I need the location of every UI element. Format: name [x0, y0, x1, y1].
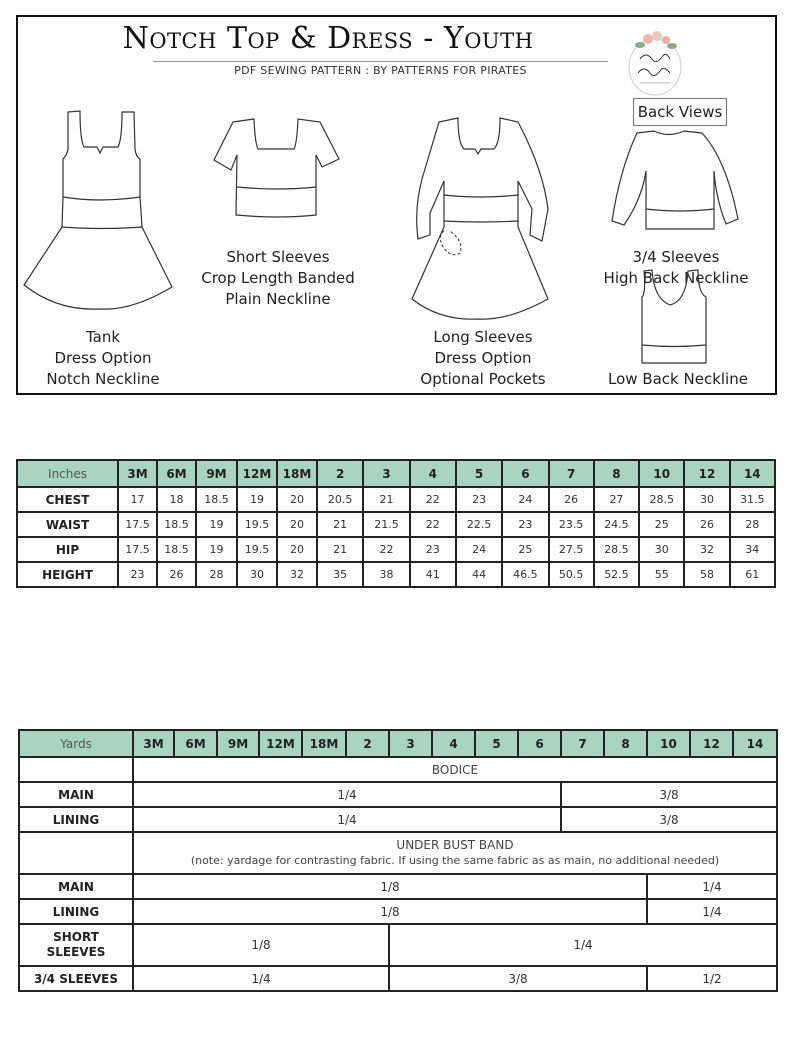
row-label: 3/4 SLEEVES: [19, 966, 133, 991]
unit-label: Inches: [17, 460, 118, 487]
size-header: 12: [684, 460, 729, 487]
size-header: 3M: [118, 460, 157, 487]
bodice-heading: BODICE: [133, 757, 777, 782]
yardage-value: 1/4: [389, 924, 777, 966]
row-label-line: SLEEVES: [46, 945, 106, 959]
measurement-row-hip: [17, 537, 775, 562]
measurement-value: 26: [549, 487, 594, 512]
under-bust-band-heading: UNDER BUST BAND: [396, 838, 514, 852]
measurement-value: 23: [502, 512, 548, 537]
short-sleeve-crop-top-icon: [204, 115, 342, 220]
back-views-label: Back Views: [633, 98, 727, 126]
measurement-value: 23: [456, 487, 502, 512]
garment-caption-long-sleeves: [403, 327, 563, 390]
measurement-value: 24: [502, 487, 548, 512]
empty-label-cell: [19, 832, 133, 874]
size-header: 18M: [277, 460, 317, 487]
yardage-value: 1/2: [647, 966, 777, 991]
measurement-value: 19: [237, 487, 277, 512]
patterns-for-pirates-logo: [626, 27, 684, 99]
under-bust-band-section-row: [19, 832, 777, 874]
caption-line: Long Sleeves: [433, 328, 533, 346]
size-header: 2: [346, 730, 389, 757]
size-header: 4: [432, 730, 475, 757]
measurement-value: 19.5: [237, 537, 277, 562]
size-header: 3: [389, 730, 432, 757]
short-sleeves-row: [19, 924, 777, 966]
measurement-value: 25: [639, 512, 684, 537]
size-measurements-table: [16, 459, 776, 588]
size-header: 10: [647, 730, 690, 757]
measurement-value: 52.5: [594, 562, 639, 587]
measurement-value: 30: [684, 487, 729, 512]
page-subtitle: PDF SEWING PATTERN : BY PATTERNS FOR PIRATES: [234, 64, 527, 77]
table-header-row: [17, 460, 775, 487]
size-header: 14: [733, 730, 777, 757]
measurement-value: 20: [277, 512, 317, 537]
yardage-value: 1/4: [133, 782, 561, 807]
size-header: 9M: [217, 730, 259, 757]
yardage-value: 1/4: [647, 874, 777, 899]
size-header: 3M: [133, 730, 174, 757]
garment-caption-low-back: [598, 369, 758, 390]
row-label: HEIGHT: [17, 562, 118, 587]
size-header: 5: [475, 730, 518, 757]
under-bust-main-row: [19, 874, 777, 899]
measurement-value: 58: [684, 562, 729, 587]
measurement-row-height: [17, 562, 775, 587]
measurement-value: 22: [410, 512, 456, 537]
size-header: 12: [690, 730, 733, 757]
size-header: 7: [561, 730, 604, 757]
row-label: LINING: [19, 807, 133, 832]
measurement-value: 27: [594, 487, 639, 512]
measurement-value: 26: [157, 562, 196, 587]
measurement-value: 21: [363, 487, 409, 512]
bodice-section-row: [19, 757, 777, 782]
garment-caption-tank: [28, 327, 178, 390]
yardage-value: 3/8: [561, 807, 777, 832]
yardage-value: 1/4: [647, 899, 777, 924]
measurement-value: 55: [639, 562, 684, 587]
unit-label: Yards: [19, 730, 133, 757]
low-back-tank-icon: [640, 269, 718, 367]
measurement-value: 24: [456, 537, 502, 562]
measurement-value: 20: [277, 487, 317, 512]
caption-line: High Back Neckline: [603, 269, 749, 287]
measurement-value: 44: [456, 562, 502, 587]
row-label: HIP: [17, 537, 118, 562]
measurement-row-chest: [17, 487, 775, 512]
measurement-value: 25: [502, 537, 548, 562]
caption-line: Dress Option: [54, 349, 152, 367]
caption-line: Low Back Neckline: [608, 370, 748, 388]
measurement-value: 20.5: [317, 487, 363, 512]
three-quarter-sleeve-back-icon: [604, 129, 744, 234]
measurement-value: 30: [639, 537, 684, 562]
measurement-value: 18.5: [157, 537, 196, 562]
bodice-main-row: [19, 782, 777, 807]
caption-line: Short Sleeves: [226, 248, 330, 266]
size-header: 4: [410, 460, 456, 487]
measurement-value: 22: [363, 537, 409, 562]
size-header: 6M: [174, 730, 217, 757]
measurement-value: 28.5: [639, 487, 684, 512]
measurement-value: 23.5: [549, 512, 594, 537]
caption-line: 3/4 Sleeves: [632, 248, 720, 266]
measurement-value: 21.5: [363, 512, 409, 537]
measurement-value: 23: [410, 537, 456, 562]
row-label: CHEST: [17, 487, 118, 512]
size-header: 6: [502, 460, 548, 487]
measurement-value: 17.5: [118, 537, 157, 562]
size-header: 10: [639, 460, 684, 487]
row-label: [19, 924, 133, 966]
measurement-value: 18: [157, 487, 196, 512]
measurement-value: 20: [277, 537, 317, 562]
under-bust-band-heading-cell: [133, 832, 777, 874]
size-header: 8: [594, 460, 639, 487]
measurement-value: 32: [277, 562, 317, 587]
caption-line: Plain Neckline: [225, 290, 331, 308]
size-header: 12M: [237, 460, 277, 487]
page-title: Notch Top & Dress - Youth: [122, 21, 534, 56]
three-quarter-sleeves-row: [19, 966, 777, 991]
measurement-value: 28: [196, 562, 237, 587]
yardage-value: 3/8: [389, 966, 647, 991]
row-label-line: SHORT: [53, 930, 99, 944]
row-label: WAIST: [17, 512, 118, 537]
measurement-value: 61: [730, 562, 775, 587]
pattern-overview-frame: [16, 15, 777, 395]
size-header: 2: [317, 460, 363, 487]
size-header: 14: [730, 460, 775, 487]
measurement-value: 17.5: [118, 512, 157, 537]
measurement-value: 19.5: [237, 512, 277, 537]
size-header: 7: [549, 460, 594, 487]
size-header: 3: [363, 460, 409, 487]
measurement-value: 24.5: [594, 512, 639, 537]
under-bust-lining-row: [19, 899, 777, 924]
caption-line: Crop Length Banded: [201, 269, 355, 287]
caption-line: Optional Pockets: [420, 370, 546, 388]
measurement-value: 22.5: [456, 512, 502, 537]
measurement-value: 50.5: [549, 562, 594, 587]
yardage-value: 1/8: [133, 899, 647, 924]
measurement-value: 21: [317, 537, 363, 562]
measurement-value: 41: [410, 562, 456, 587]
measurement-value: 27.5: [549, 537, 594, 562]
measurement-value: 46.5: [502, 562, 548, 587]
caption-line: Dress Option: [434, 349, 532, 367]
long-sleeve-dress-icon: [408, 109, 558, 331]
measurement-value: 18.5: [196, 487, 237, 512]
measurement-value: 34: [730, 537, 775, 562]
measurement-value: 19: [196, 512, 237, 537]
row-label: MAIN: [19, 874, 133, 899]
caption-line: Notch Neckline: [46, 370, 160, 388]
size-header: 6: [518, 730, 561, 757]
row-label: LINING: [19, 899, 133, 924]
tank-dress-icon: [22, 109, 177, 339]
empty-label-cell: [19, 757, 133, 782]
measurement-value: 28.5: [594, 537, 639, 562]
title-divider: [153, 61, 608, 62]
measurement-value: 18.5: [157, 512, 196, 537]
size-header: 18M: [302, 730, 346, 757]
measurement-value: 38: [363, 562, 409, 587]
size-header: 5: [456, 460, 502, 487]
yardage-value: 1/4: [133, 807, 561, 832]
yardage-value: 1/8: [133, 874, 647, 899]
measurement-value: 26: [684, 512, 729, 537]
measurement-value: 35: [317, 562, 363, 587]
measurement-value: 21: [317, 512, 363, 537]
size-header: 12M: [259, 730, 302, 757]
size-header: 9M: [196, 460, 237, 487]
measurement-value: 31.5: [730, 487, 775, 512]
size-header: 8: [604, 730, 647, 757]
size-header: 6M: [157, 460, 196, 487]
measurement-value: 19: [196, 537, 237, 562]
measurement-value: 22: [410, 487, 456, 512]
under-bust-band-note: (note: yardage for contrasting fabric. If using the same fabric as as main, no additional needed): [190, 854, 720, 867]
yardage-value: 1/4: [133, 966, 389, 991]
fabric-yardage-table: [18, 729, 778, 992]
garment-caption-short-sleeves: [188, 247, 368, 310]
yardage-value: 3/8: [561, 782, 777, 807]
bodice-lining-row: [19, 807, 777, 832]
measurement-value: 28: [730, 512, 775, 537]
measurement-value: 23: [118, 562, 157, 587]
caption-line: Tank: [85, 328, 121, 346]
yardage-value: 1/8: [133, 924, 389, 966]
table-header-row: [19, 730, 777, 757]
row-label: MAIN: [19, 782, 133, 807]
measurement-value: 17: [118, 487, 157, 512]
measurement-row-waist: [17, 512, 775, 537]
measurement-value: 32: [684, 537, 729, 562]
measurement-value: 30: [237, 562, 277, 587]
